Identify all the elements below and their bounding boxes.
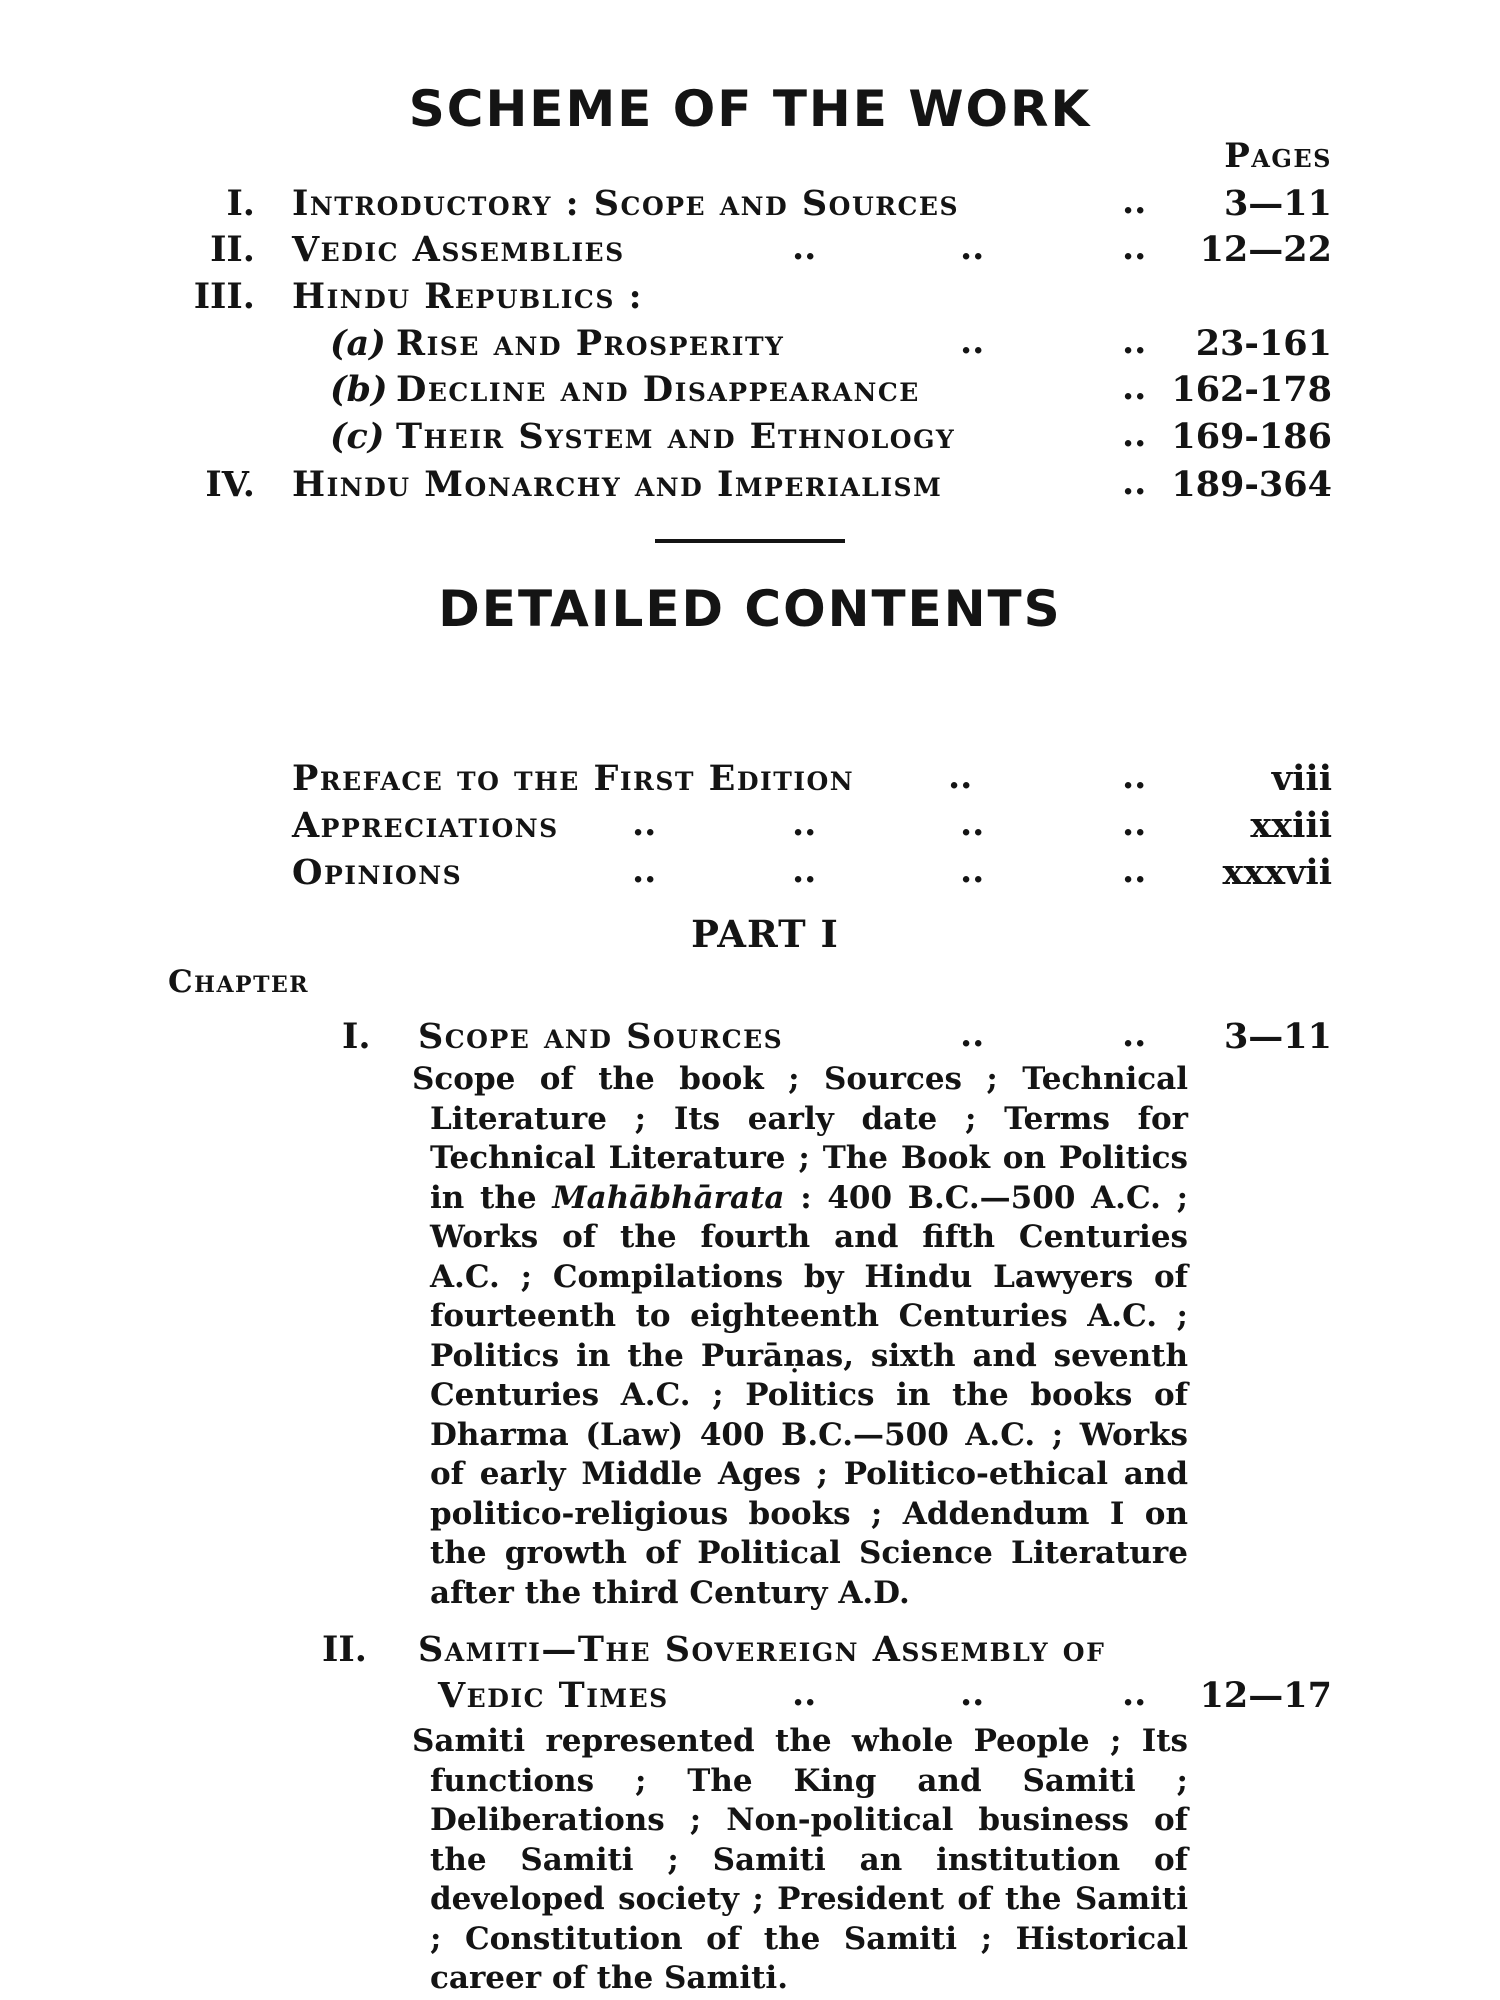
chapter-title-cont: Vedic Times (438, 1675, 669, 1716)
scheme-item-num: II. (210, 229, 255, 270)
chapter-title: Samiti—The Sovereign Assembly of (418, 1629, 1106, 1670)
scheme-item-letter: (a) (330, 323, 386, 364)
scheme-item-num: III. (193, 276, 255, 317)
leader-dots: .. (960, 803, 985, 844)
scheme-item-pages: 162-178 (1171, 369, 1332, 410)
scheme-item-num: IV. (205, 464, 255, 505)
scheme-item-title: Decline and Disappearance (396, 369, 920, 410)
leader-dots: .. (948, 756, 973, 797)
scheme-item-pages: 23-161 (1195, 323, 1332, 364)
chapter-num: II. (322, 1629, 367, 1670)
chapter-summary: Samiti represented the whole People ; Its functions ; The King and Samiti ; Deliberations ; Non-political business of the Samiti ; Samiti an institution of developed society ; President of the Samiti ; Constitution of the Samiti ; Historical career of the Samiti. (412, 1723, 1188, 1996)
scheme-item-letter: (b) (330, 369, 388, 410)
scheme-item-pages: 169-186 (1171, 416, 1332, 457)
chapter-num: I. (342, 1016, 371, 1057)
scheme-item-pages: 189-364 (1171, 464, 1332, 505)
front-matter-title: Opinions (292, 852, 463, 893)
scheme-item-letter: (c) (330, 416, 385, 457)
scheme-item-title: Their System and Ethnology (396, 416, 956, 457)
chapter-summary (412, 1060, 1188, 1613)
leader-dots: .. (1122, 414, 1147, 455)
leader-dots: .. (792, 227, 817, 268)
chapter-pages: 3—11 (1223, 1016, 1332, 1057)
leader-dots: .. (960, 321, 985, 362)
leader-dots: .. (1122, 367, 1147, 408)
leader-dots: .. (792, 850, 817, 891)
chapter-title: Scope and Sources (418, 1016, 784, 1057)
pages-column-label: Pages (1224, 136, 1332, 176)
section-divider (655, 539, 845, 543)
leader-dots: .. (1122, 1014, 1147, 1055)
leader-dots: .. (1122, 181, 1147, 222)
leader-dots: .. (960, 1014, 985, 1055)
leader-dots: .. (1122, 462, 1147, 503)
scheme-item-title: Introductory : Scope and Sources (292, 183, 960, 224)
leader-dots: .. (792, 1673, 817, 1714)
scheme-item-num: I. (226, 183, 255, 224)
scheme-item-title: Hindu Republics : (292, 276, 643, 317)
leader-dots: .. (1122, 803, 1147, 844)
front-matter-title: Appreciations (292, 805, 559, 846)
scheme-title: SCHEME OF THE WORK (408, 80, 1092, 138)
chapter-pages: 12—17 (1199, 1675, 1332, 1716)
front-matter-title: Preface to the First Edition (292, 758, 855, 799)
leader-dots: .. (960, 1673, 985, 1714)
front-matter-pages: viii (1271, 758, 1332, 799)
leader-dots: .. (632, 803, 657, 844)
front-matter-pages: xxxvii (1222, 852, 1332, 893)
scheme-item-title: Vedic Assemblies (292, 229, 625, 270)
leader-dots: .. (960, 227, 985, 268)
leader-dots: .. (960, 850, 985, 891)
front-matter-pages: xxiii (1250, 805, 1332, 846)
leader-dots: .. (1122, 1673, 1147, 1714)
part-title: PART I (691, 912, 839, 956)
summary-text: Scope of the book ; Sources ; Technical Literature ; Its early date ; Terms for Technical Literature ; The Book on Politics in the (412, 1061, 1188, 1216)
scheme-item-pages: 12—22 (1199, 229, 1332, 270)
scheme-item-title: Rise and Prosperity (396, 323, 785, 364)
leader-dots: .. (1122, 321, 1147, 362)
scheme-item-title: Hindu Monarchy and Imperialism (292, 464, 943, 505)
leader-dots: .. (1122, 756, 1147, 797)
summary-text: : 400 B.C.—500 A.C. ; Works of the fourth and fifth Centuries A.C. ; Compilations by Hindu Lawyers of fourteenth to eighteenth Centuries A.C. ; Politics in the Purāṇas, sixth and seventh Centuries A.C. ; Politics in the books of Dharma (Law) 400 B.C.—500 A.C. ; Works of early Middle Ages ; Politico-ethical and politico-religious books ; Addendum I on the growth of Political Science Literature after the third Century A.D. (430, 1179, 1189, 1611)
leader-dots: .. (1122, 227, 1147, 268)
summary-italic: Mahābhārata (552, 1179, 785, 1216)
chapter-label: Chapter (168, 964, 309, 1000)
scheme-item-pages: 3—11 (1223, 183, 1332, 224)
leader-dots: .. (1122, 850, 1147, 891)
detailed-contents-title: DETAILED CONTENTS (438, 580, 1062, 638)
leader-dots: .. (632, 850, 657, 891)
leader-dots: .. (792, 803, 817, 844)
